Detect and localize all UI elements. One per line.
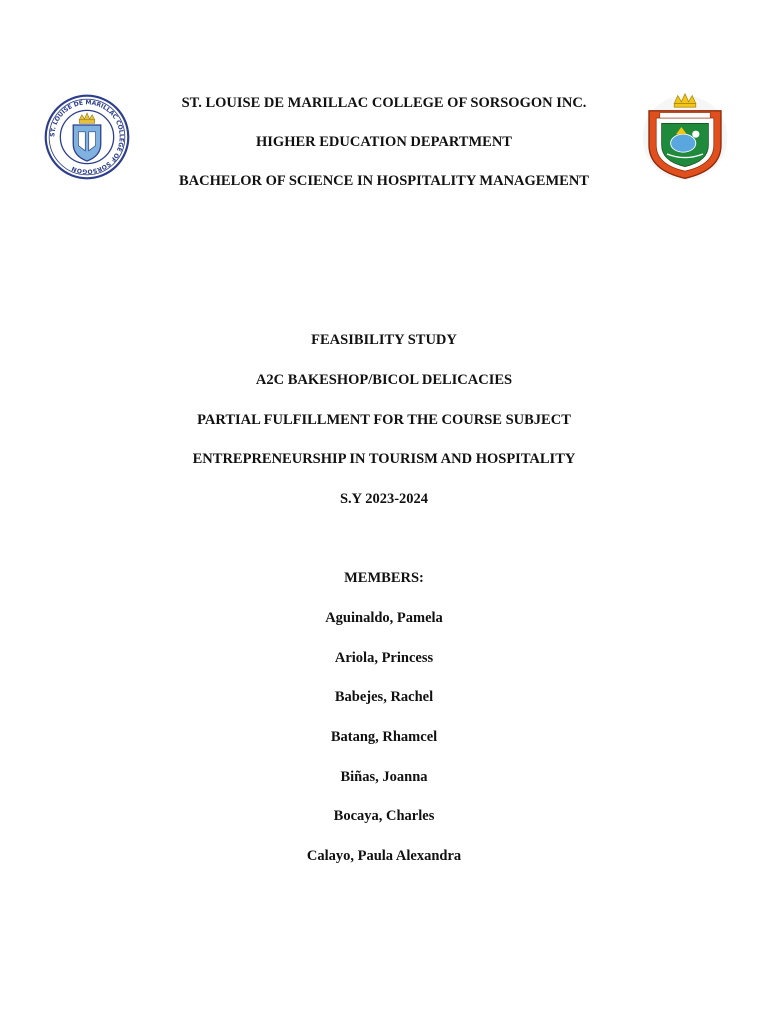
member-name: Ariola, Princess — [334, 650, 434, 666]
member-name: Batang, Rhamcel — [330, 729, 438, 745]
member-name: Calayo, Paula Alexandra — [306, 848, 462, 864]
document-type: FEASIBILITY STUDY — [311, 332, 457, 348]
member-name: Bocaya, Charles — [333, 808, 435, 824]
course-name: ENTREPRENEURSHIP IN TOURISM AND HOSPITALITY — [192, 451, 576, 467]
member-name: Babejes, Rachel — [334, 689, 434, 705]
program-name: BACHELOR OF SCIENCE IN HOSPITALITY MANAGEMENT — [179, 173, 589, 189]
member-name: Biñas, Joanna — [340, 769, 428, 785]
seal-ring-text: ST. LOUISE DE MARILLAC COLLEGE OF SORSOGON — [49, 99, 125, 175]
school-year: S.Y 2023-2024 — [339, 491, 429, 507]
member-name: Aguinaldo, Pamela — [325, 610, 443, 626]
department-name: HIGHER EDUCATION DEPARTMENT — [256, 134, 512, 150]
purpose-line: PARTIAL FULFILLMENT FOR THE COURSE SUBJECT — [197, 412, 571, 428]
members-label: MEMBERS: — [344, 570, 424, 586]
project-title: A2C BAKESHOP/BICOL DELICACIES — [255, 372, 513, 388]
college-name: ST. LOUISE DE MARILLAC COLLEGE OF SORSOGON INC. — [181, 95, 587, 111]
